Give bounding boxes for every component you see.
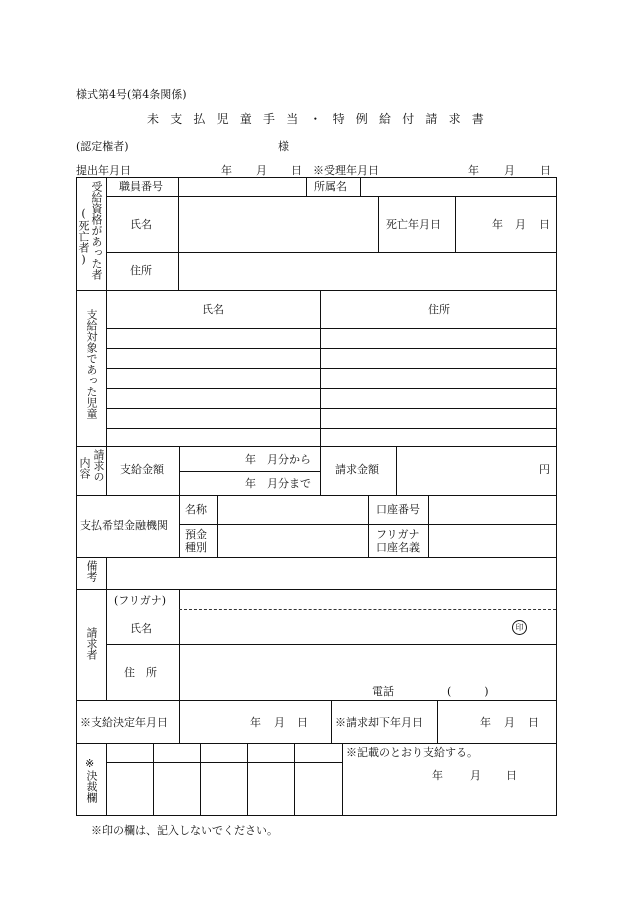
approval-mark: ※: [85, 757, 95, 770]
receipt-day: 日: [540, 164, 551, 177]
account-number-label: 口座番号: [376, 503, 420, 516]
claimant-address-label: 住 所: [124, 666, 157, 679]
payment-decision-year: 年: [250, 716, 261, 729]
submit-month: 月: [256, 164, 267, 177]
employee-number-label: 職員番号: [119, 180, 163, 193]
title-char: 当: [286, 112, 299, 126]
title-char: 払: [193, 112, 206, 126]
phone-field[interactable]: ( ): [447, 685, 489, 698]
claimant-furigana-label: (フリガナ): [114, 594, 167, 607]
period-from: 年 月分から: [245, 453, 311, 466]
yen-unit: 円: [539, 463, 550, 476]
title-char: 求: [448, 112, 461, 126]
title-char: 児: [216, 112, 229, 126]
death-day: 日: [539, 218, 550, 231]
title-char: 支: [170, 112, 183, 126]
claimant-section-label: 請求者: [85, 627, 98, 660]
receipt-month: 月: [504, 164, 515, 177]
receipt-date-label: ※受理年月日: [313, 164, 379, 177]
claimant-name-field[interactable]: [181, 611, 511, 642]
title-char: 請: [425, 112, 438, 126]
children-name-header: 氏名: [202, 303, 224, 316]
title-char: 書: [471, 112, 484, 126]
children-address-header: 住所: [428, 303, 450, 316]
approval-statement: ※記載のとおり支給する。: [346, 746, 478, 759]
claim-amount-field[interactable]: [398, 448, 540, 493]
claimant-name-label: 氏名: [130, 622, 152, 635]
rejection-day: 日: [528, 716, 539, 729]
deceased-name-field[interactable]: [180, 198, 376, 250]
title-char: 未: [147, 112, 160, 126]
title-char: 例: [355, 112, 368, 126]
recipient-section-label: 受給資格があった者: [90, 181, 103, 280]
claim-form-table: [76, 177, 556, 815]
title-char: ・: [309, 112, 322, 126]
account-number-field[interactable]: [430, 497, 554, 523]
title-char: 付: [402, 112, 415, 126]
payment-amount-label: 支給金額: [120, 463, 164, 476]
approval-month: 月: [470, 769, 481, 782]
approval-year: 年: [432, 769, 443, 782]
deceased-address-field[interactable]: [180, 254, 554, 288]
submit-year: 年: [221, 164, 232, 177]
account-holder-field[interactable]: [430, 526, 554, 556]
rejection-date-label: ※請求却下年月日: [335, 716, 423, 729]
payment-decision-month: 月: [274, 716, 285, 729]
submit-day: 日: [291, 164, 302, 177]
children-section-label: 支給対象であった児童: [85, 309, 98, 419]
account-holder-label: 口座名義: [376, 541, 420, 554]
deceased-address-label: 住所: [130, 264, 152, 277]
employee-number-field[interactable]: [180, 178, 304, 195]
death-date-label: 死亡年月日: [386, 218, 441, 231]
submit-date-label: 提出年月日: [76, 164, 131, 177]
remarks-field[interactable]: [108, 559, 554, 588]
claim-section-label-a: 請求の: [92, 449, 105, 482]
children-rows[interactable]: [107, 329, 555, 445]
bank-name-field[interactable]: [219, 497, 366, 523]
death-month: 月: [515, 218, 526, 231]
title-char: 童: [239, 112, 252, 126]
account-furigana-label: フリガナ: [376, 528, 420, 541]
honorific: 様: [278, 140, 289, 153]
approval-day: 日: [506, 769, 517, 782]
rejection-year: 年: [480, 716, 491, 729]
affiliation-label: 所属名: [314, 180, 347, 193]
death-year: 年: [492, 218, 503, 231]
payment-decision-day: 日: [297, 716, 308, 729]
receipt-year: 年: [468, 164, 479, 177]
approval-stamp-cells[interactable]: [107, 744, 341, 814]
deceased-name-label: 氏名: [130, 218, 152, 231]
period-to: 年 月分まで: [245, 477, 311, 490]
seal-mark: 印: [512, 620, 527, 635]
deposit-type-label-2: 種別: [185, 541, 207, 554]
approval-section-label: 決裁欄: [85, 770, 98, 803]
title-char: 給: [379, 112, 392, 126]
title-char: 手: [263, 112, 276, 126]
rejection-month: 月: [504, 716, 515, 729]
claimant-furigana-field[interactable]: [181, 591, 554, 608]
payment-decision-label: ※支給決定年月日: [80, 716, 168, 729]
remarks-label: 備考: [85, 560, 98, 582]
form-number: 様式第4号(第4条関係): [76, 88, 187, 101]
recipient-section-sublabel: (死亡者): [77, 207, 90, 266]
deposit-type-label-1: 預金: [185, 528, 207, 541]
bank-name-label: 名称: [185, 503, 207, 516]
affiliation-field[interactable]: [362, 178, 554, 195]
phone-label: 電話: [372, 685, 394, 698]
claimant-address-field[interactable]: [181, 646, 554, 682]
claim-amount-label: 請求金額: [335, 463, 379, 476]
deposit-type-field[interactable]: [219, 526, 366, 556]
title-char: 特: [332, 112, 345, 126]
bank-section-label: 支払希望金融機関: [80, 519, 168, 532]
claim-section-label-b: 内容: [78, 457, 91, 479]
authority-label: (認定権者): [76, 140, 129, 153]
footer-note: ※印の欄は、記入しないでください。: [91, 824, 278, 837]
